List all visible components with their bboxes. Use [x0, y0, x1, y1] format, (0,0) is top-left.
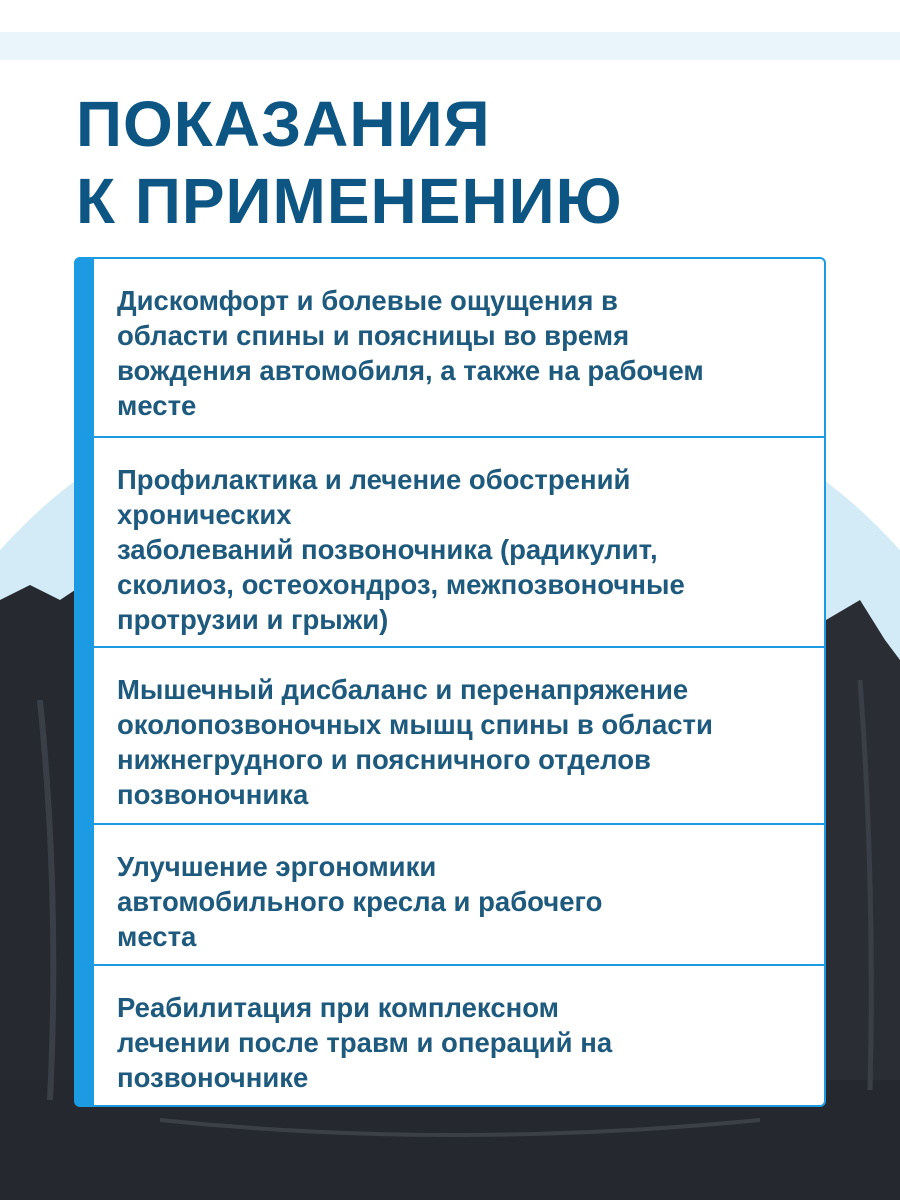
indication-line: протрузии и грыжи): [117, 604, 389, 635]
indication-line: лечении после травм и операций на: [117, 1027, 613, 1058]
page-title-line-1: ПОКАЗАНИЯ: [76, 88, 491, 160]
indication-line: Профилактика и лечение обострений: [117, 464, 631, 495]
indication-line: позвоночнике: [117, 1062, 309, 1093]
indication-line: вождения автомобиля, а также на рабочем: [117, 355, 704, 386]
indication-line: заболеваний позвоночника (радикулит,: [117, 534, 658, 565]
indication-item-5: [94, 966, 824, 1106]
indication-line: области спины и поясницы во время: [117, 320, 630, 351]
page-title: [76, 86, 623, 240]
indication-line: позвоночника: [117, 779, 309, 810]
indication-line: места: [117, 921, 197, 952]
indication-line: околопозвоночных мышц спины в области: [117, 709, 713, 740]
indication-line: Улучшение эргономики: [117, 851, 437, 882]
indication-line: Мышечный дисбаланс и перенапряжение: [117, 674, 689, 705]
indications-card: [74, 257, 826, 1107]
indication-item-4: [94, 825, 824, 965]
indication-line: месте: [117, 390, 197, 421]
indication-line: Реабилитация при комплексном: [117, 992, 560, 1023]
indication-line: нижнегрудного и поясничного отделов: [117, 744, 651, 775]
page-title-line-2: К ПРИМЕНЕНИЮ: [76, 165, 623, 237]
indication-line: хронических: [117, 499, 292, 530]
indication-line: автомобильного кресла и рабочего: [117, 886, 603, 917]
indication-item-1: [94, 259, 824, 436]
indication-item-3: [94, 648, 824, 823]
indication-line: Дискомфорт и болевые ощущения в: [117, 285, 618, 316]
indication-line: сколиоз, остеохондроз, межпозвоночные: [117, 569, 685, 600]
indication-item-2: [94, 438, 824, 646]
